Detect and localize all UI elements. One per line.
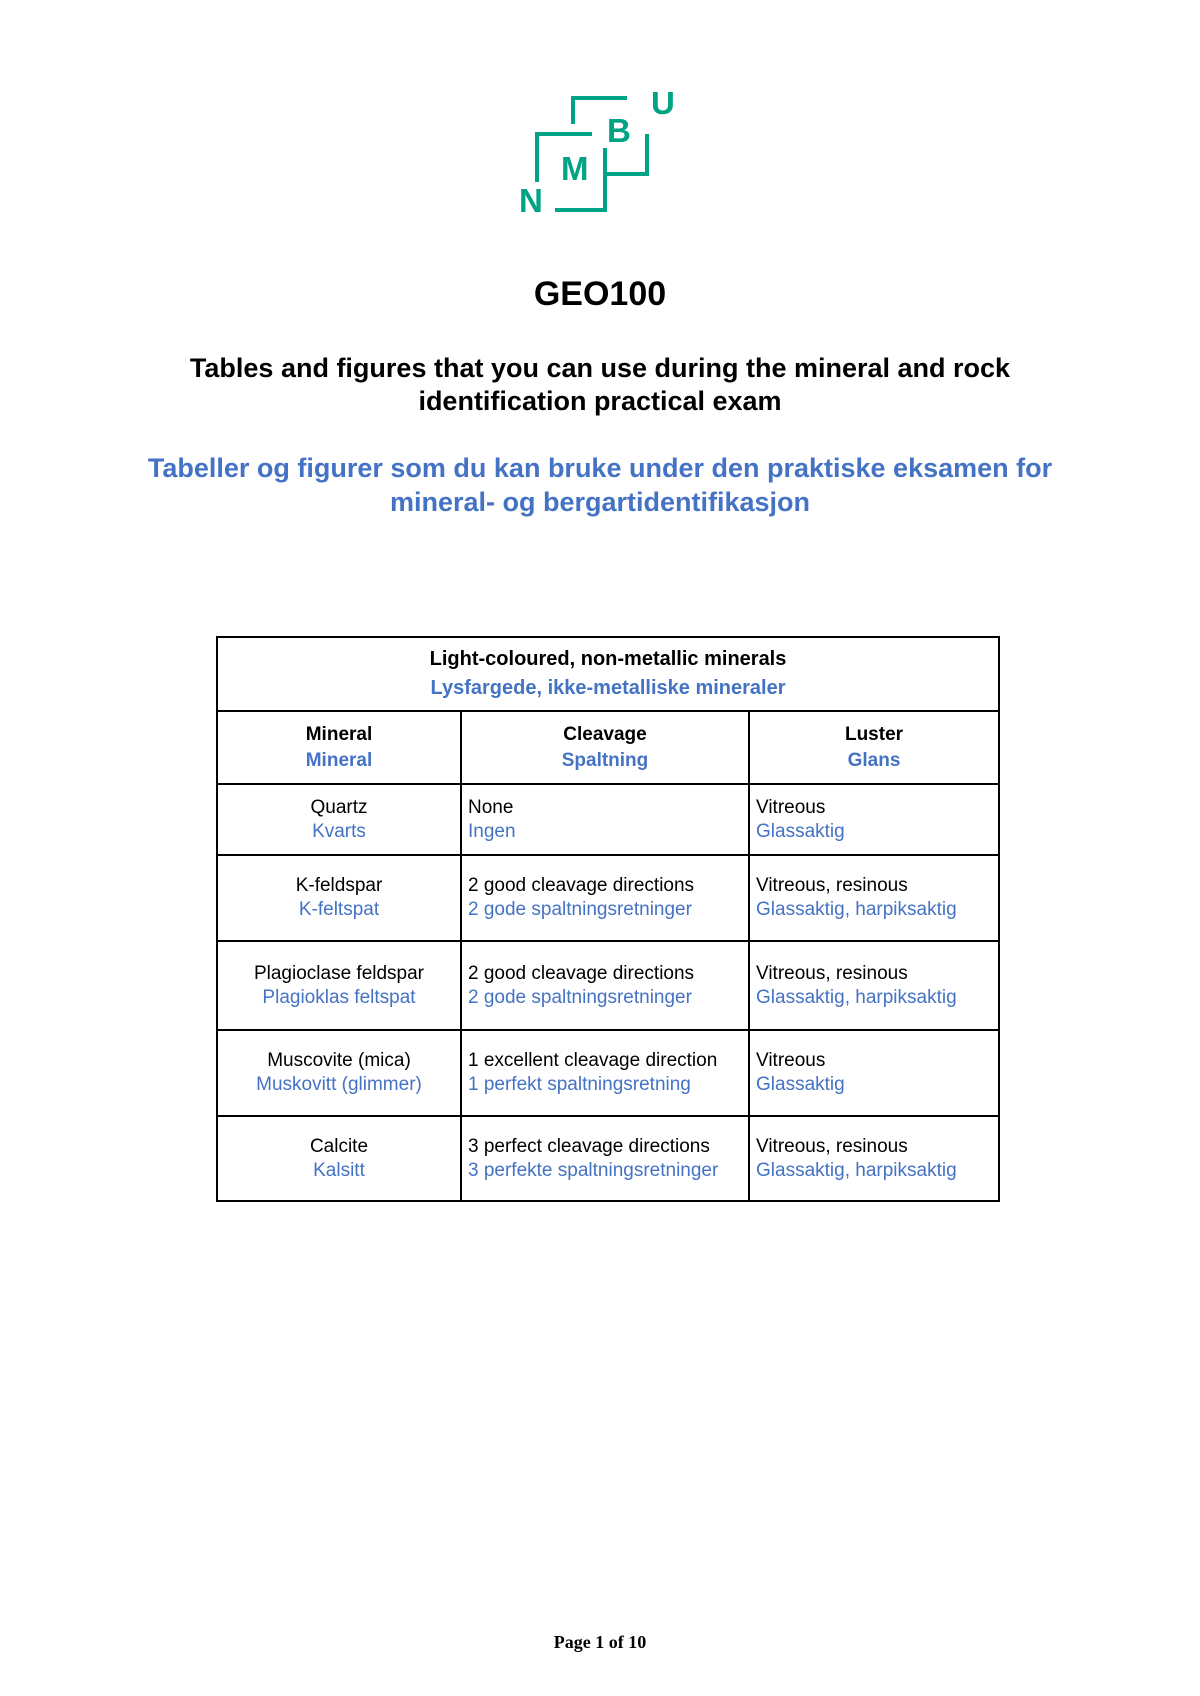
logo-letter-m: M <box>561 150 589 187</box>
mineral-name: Muscovite (mica) <box>267 1050 411 1071</box>
mineral-table <box>216 636 1000 1202</box>
mineral-cell <box>217 1030 461 1116</box>
luster-text: Vitreous <box>756 1050 826 1071</box>
luster-cell <box>749 1116 999 1201</box>
english-subtitle-line: identification practical exam <box>418 386 782 416</box>
luster-text-norwegian: Glassaktig <box>756 820 845 842</box>
luster-cell <box>749 941 999 1030</box>
logo-letter-n: N <box>519 182 543 219</box>
column-header-mineral <box>217 711 461 784</box>
luster-text-norwegian: Glassaktig <box>756 1074 845 1095</box>
norwegian-subtitle <box>0 451 1200 519</box>
logo-letter-b: B <box>607 112 631 149</box>
english-subtitle <box>0 352 1200 418</box>
mineral-name-norwegian: Plagioklas feltspat <box>262 986 416 1008</box>
luster-text: Vitreous <box>756 796 826 818</box>
mineral-cell <box>217 855 461 941</box>
page-footer: Page 1 of 10 <box>553 1632 647 1652</box>
mineral-name: K-feldspar <box>295 875 383 896</box>
mineral-name: Quartz <box>310 796 368 818</box>
cleavage-text-norwegian: Ingen <box>468 820 516 842</box>
mineral-cell <box>217 1116 461 1201</box>
mineral-name: Plagioclase feldspar <box>253 962 425 984</box>
cleavage-text: 1 excellent cleavage direction <box>468 1050 718 1071</box>
column-header-luster <box>749 711 999 784</box>
luster-text: Vitreous, resinous <box>756 875 908 896</box>
logo-letter-u: U <box>651 92 675 121</box>
nmbu-logo <box>515 92 675 222</box>
cleavage-text-norwegian: 2 gode spaltningsretninger <box>468 899 692 920</box>
cleavage-text: None <box>468 796 514 818</box>
cleavage-cell <box>461 1116 749 1201</box>
cleavage-cell <box>461 784 749 855</box>
english-subtitle-line: Tables and figures that you can use during the mineral and rock <box>189 353 1011 383</box>
table-row <box>217 1116 999 1201</box>
table-title-row <box>217 637 999 711</box>
luster-cell <box>749 1030 999 1116</box>
cleavage-cell <box>461 855 749 941</box>
cleavage-cell <box>461 941 749 1030</box>
column-header-row <box>217 711 999 784</box>
luster-cell <box>749 784 999 855</box>
table-row <box>217 784 999 855</box>
cleavage-text: 2 good cleavage directions <box>468 962 695 984</box>
table-row <box>217 941 999 1030</box>
norwegian-subtitle-line: mineral- og bergartidentifikasjon <box>389 487 811 517</box>
mineral-name-norwegian: Muskovitt (glimmer) <box>256 1074 422 1095</box>
cleavage-text-norwegian: 1 perfekt spaltningsretning <box>468 1074 691 1095</box>
luster-text-norwegian: Glassaktig, harpiksaktig <box>756 899 957 920</box>
column-header-label: Mineral <box>305 723 373 745</box>
mineral-name: Calcite <box>309 1135 369 1157</box>
column-header-label: Cleavage <box>563 723 647 745</box>
luster-text-norwegian: Glassaktig, harpiksaktig <box>756 986 957 1008</box>
cleavage-text: 2 good cleavage directions <box>468 875 695 896</box>
luster-cell <box>749 855 999 941</box>
column-header-cleavage <box>461 711 749 784</box>
cleavage-text: 3 perfect cleavage directions <box>468 1135 710 1157</box>
mineral-cell <box>217 941 461 1030</box>
mineral-name-norwegian: Kalsitt <box>313 1159 365 1181</box>
cleavage-text-norwegian: 2 gode spaltningsretninger <box>468 986 692 1008</box>
mineral-name-norwegian: K-feltspat <box>298 899 380 920</box>
luster-text: Vitreous, resinous <box>756 1135 908 1157</box>
column-header-label: Luster <box>844 723 904 745</box>
luster-text-norwegian: Glassaktig, harpiksaktig <box>756 1159 957 1181</box>
table-title-cell <box>217 637 999 711</box>
norwegian-subtitle-line: Tabeller og figurer som du kan bruke under den praktiske eksamen for <box>147 453 1053 483</box>
luster-text: Vitreous, resinous <box>756 962 908 984</box>
column-header-label-norwegian: Mineral <box>305 749 373 771</box>
column-header-label-norwegian: Spaltning <box>561 749 649 771</box>
table-title: Light-coloured, non-metallic minerals <box>429 648 787 670</box>
table-title-norwegian: Lysfargede, ikke-metalliske mineraler <box>430 677 786 699</box>
mineral-name-norwegian: Kvarts <box>312 820 366 842</box>
table-row <box>217 855 999 941</box>
cleavage-cell <box>461 1030 749 1116</box>
cleavage-text-norwegian: 3 perfekte spaltningsretninger <box>468 1159 719 1181</box>
mineral-cell <box>217 784 461 855</box>
table-row <box>217 1030 999 1116</box>
column-header-label-norwegian: Glans <box>847 749 901 771</box>
course-title: GEO100 <box>533 275 667 313</box>
